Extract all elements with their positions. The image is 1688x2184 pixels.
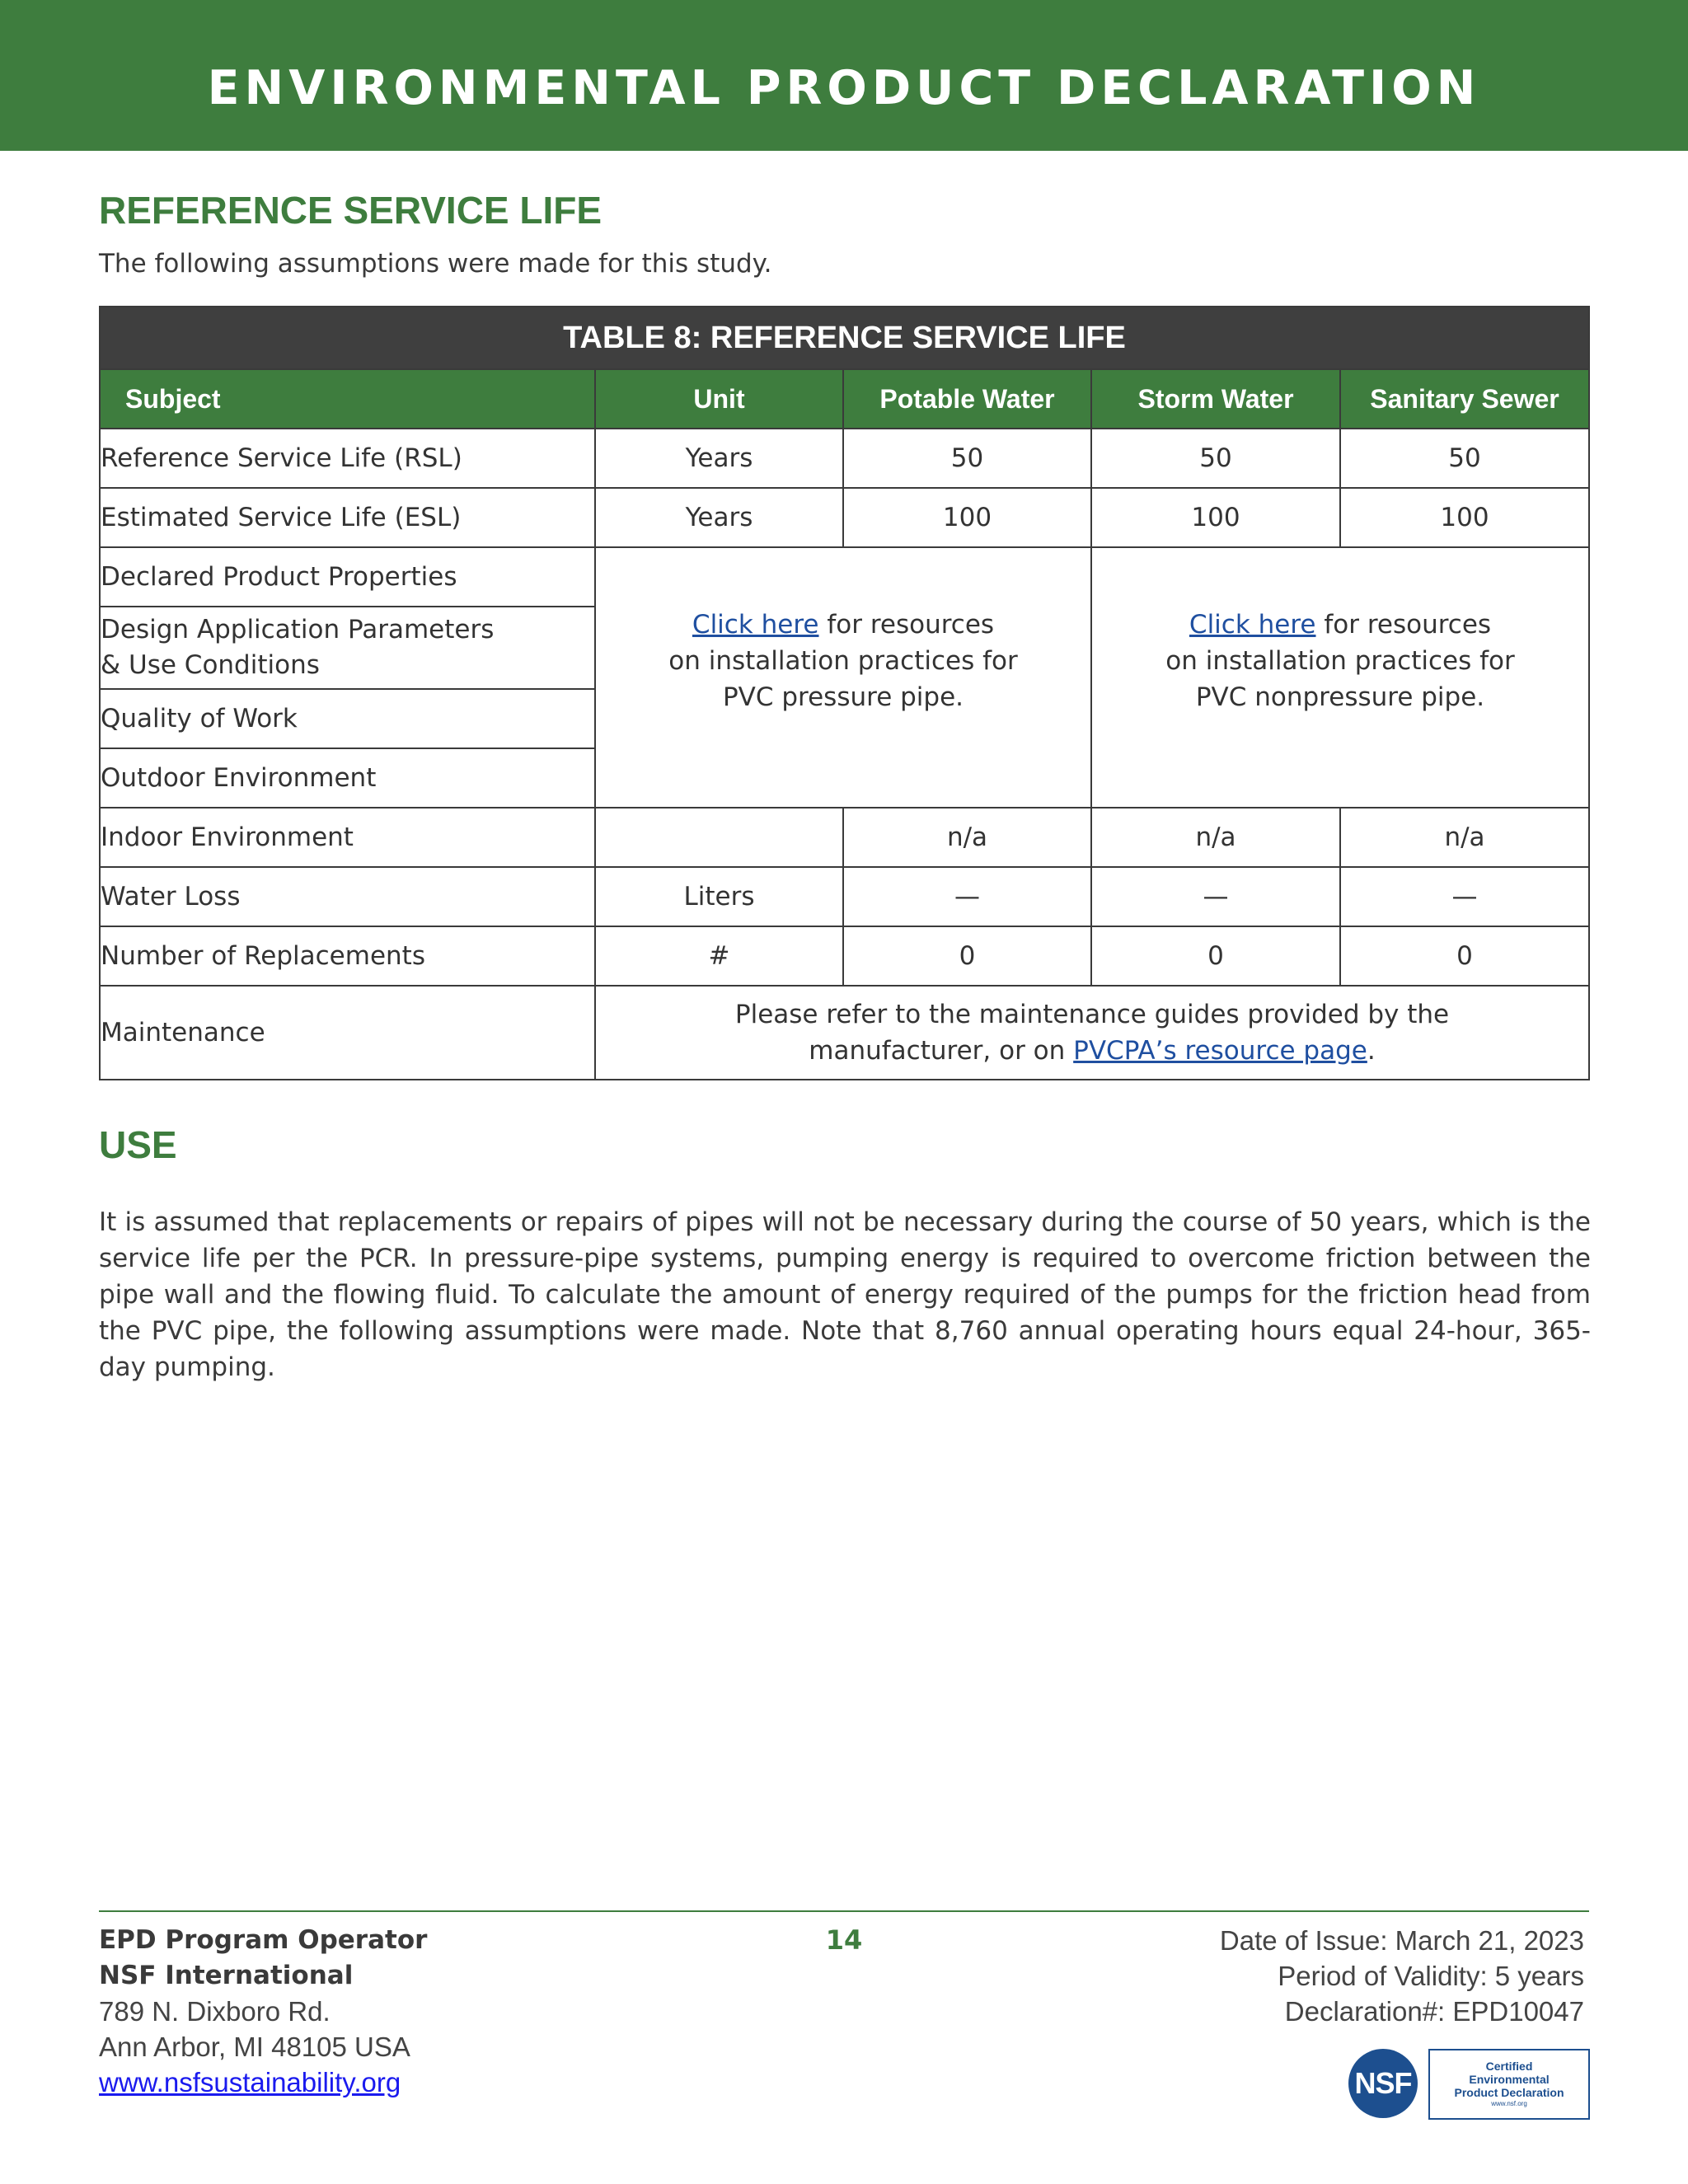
- pressure-pipe-click-here-link[interactable]: Click here: [692, 610, 819, 640]
- row-subject: Maintenance: [100, 986, 595, 1080]
- use-paragraph: It is assumed that replacements or repairs of pipes will not be necessary during the course of 50 years, which is the service life per the PCR. In pressure-pipe systems, pumping energy is required to overcome friction between the pipe wall and the flowing fluid. To calculate the amount of energy required of the pumps for the friction head from the PVC pipe, the following assumptions were made. Note that 8,760 annual operating hours equal 24-hour, 365-day pumping.: [99, 1207, 1591, 1382]
- pvcpa-resource-page-link[interactable]: PVCPA’s resource page: [1073, 1036, 1367, 1066]
- row-unit: Liters: [595, 867, 843, 926]
- address-line-2: Ann Arbor, MI 48105 USA: [99, 2032, 410, 2062]
- column-header-sanitary-sewer: Sanitary Sewer: [1340, 369, 1589, 429]
- reference-service-life-table: [99, 306, 1590, 1080]
- section-heading-use: USE: [99, 1123, 177, 1166]
- column-header-potable-water: Potable Water: [843, 369, 1091, 429]
- footer-divider: [99, 1910, 1589, 1912]
- row-storm-value: 100: [1091, 488, 1340, 547]
- row-sanitary-value: n/a: [1340, 808, 1589, 867]
- table-row: [100, 488, 1589, 547]
- column-header-subject: Subject: [100, 369, 595, 429]
- certified-epd-badge: Certified Environmental Product Declaration www.nsf.org: [1428, 2049, 1590, 2120]
- column-header-storm-water: Storm Water: [1091, 369, 1340, 429]
- row-subject: Outdoor Environment: [100, 748, 595, 808]
- row-subject: Reference Service Life (RSL): [100, 429, 595, 488]
- row-subject: Declared Product Properties: [100, 547, 595, 607]
- declaration-number: Declaration#: EPD10047: [1284, 1996, 1584, 2027]
- row-subject: Quality of Work: [100, 689, 595, 748]
- address-line-1: 789 N. Dixboro Rd.: [99, 1996, 331, 2027]
- table-row: [100, 808, 1589, 867]
- table-row: [100, 429, 1589, 488]
- nonpressure-pipe-resources-note: Click here for resources on installation practices for PVC nonpressure pipe.: [1091, 547, 1589, 808]
- row-storm-value: —: [1091, 867, 1340, 926]
- table-row: [100, 867, 1589, 926]
- row-storm-value: n/a: [1091, 808, 1340, 867]
- row-subject: Water Loss: [100, 867, 595, 926]
- operator-label: EPD Program Operator: [99, 1925, 428, 1955]
- column-header-unit: Unit: [595, 369, 843, 429]
- page-number: 14: [825, 1924, 863, 1956]
- date-of-issue: Date of Issue: March 21, 2023: [1219, 1925, 1584, 1956]
- nonpressure-pipe-click-here-link[interactable]: Click here: [1189, 610, 1316, 640]
- row-storm-value: 0: [1091, 926, 1340, 986]
- section-heading-reference-service-life: REFERENCE SERVICE LIFE: [99, 189, 603, 232]
- table-caption-row: [100, 307, 1589, 369]
- nsf-sustainability-link[interactable]: www.nsfsustainability.org: [99, 2067, 401, 2097]
- row-unit: [595, 808, 843, 867]
- row-subject: Design Application Parameters & Use Conditions: [100, 607, 595, 689]
- row-sanitary-value: 100: [1340, 488, 1589, 547]
- row-potable-value: 50: [843, 429, 1091, 488]
- row-subject: Number of Replacements: [100, 926, 595, 986]
- row-sanitary-value: —: [1340, 867, 1589, 926]
- table-row: [100, 926, 1589, 986]
- nsf-logo: NSF: [1348, 2049, 1418, 2118]
- period-of-validity: Period of Validity: 5 years: [1278, 1961, 1584, 1991]
- row-potable-value: 0: [843, 926, 1091, 986]
- intro-text: The following assumptions were made for this study.: [99, 249, 772, 279]
- row-unit: Years: [595, 488, 843, 547]
- footer-declaration-info: [1220, 1923, 1584, 2029]
- row-unit: Years: [595, 429, 843, 488]
- table-row: [100, 547, 1589, 607]
- document-title: ENVIRONMENTAL PRODUCT DECLARATION: [207, 60, 1481, 115]
- row-potable-value: n/a: [843, 808, 1091, 867]
- table-row: [100, 986, 1589, 1080]
- row-potable-value: —: [843, 867, 1091, 926]
- row-potable-value: 100: [843, 488, 1091, 547]
- row-sanitary-value: 50: [1340, 429, 1589, 488]
- row-sanitary-value: 0: [1340, 926, 1589, 986]
- footer-operator-info: [99, 1923, 427, 2100]
- table-caption: TABLE 8: REFERENCE SERVICE LIFE: [100, 307, 1589, 369]
- row-unit: #: [595, 926, 843, 986]
- operator-org: NSF International: [99, 1961, 354, 1990]
- maintenance-note: Please refer to the maintenance guides provided by the manufacturer, or on PVCPA’s resource page.: [595, 986, 1589, 1080]
- header-banner: [0, 0, 1688, 151]
- row-subject: Estimated Service Life (ESL): [100, 488, 595, 547]
- table-header-row: [100, 369, 1589, 429]
- pressure-pipe-resources-note: Click here for resources on installation practices for PVC pressure pipe.: [595, 547, 1091, 808]
- row-subject: Indoor Environment: [100, 808, 595, 867]
- row-storm-value: 50: [1091, 429, 1340, 488]
